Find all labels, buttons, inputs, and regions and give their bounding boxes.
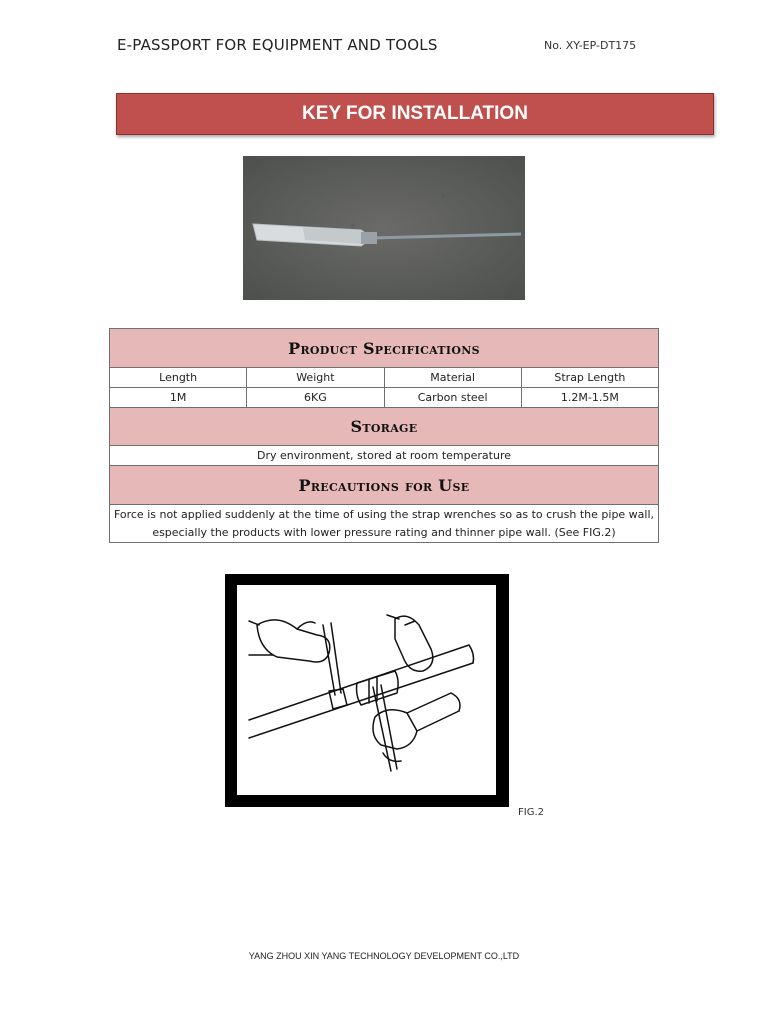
product-title: KEY FOR INSTALLATION [302, 103, 528, 124]
product-photo [243, 156, 525, 300]
value-length: 1M [110, 388, 247, 408]
document-title: E-PASSPORT FOR EQUIPMENT AND TOOLS [117, 36, 438, 54]
figure-caption: FIG.2 [518, 807, 544, 818]
key-tool-image [243, 156, 525, 300]
storage-heading: Storage [110, 408, 659, 446]
specifications-table [109, 328, 659, 543]
column-header-weight: Weight [247, 368, 384, 388]
product-specifications-heading: Product Specifications [110, 329, 659, 368]
figure-2-frame [225, 574, 509, 807]
precautions-line-1: Force is not applied suddenly at the time of using the strap wrenches so as to crush the pipe wall, [113, 507, 655, 521]
figure-2-illustration [237, 585, 496, 795]
column-header-length: Length [110, 368, 247, 388]
column-header-material: Material [384, 368, 521, 388]
product-title-banner [116, 93, 714, 135]
value-strap-length: 1.2M-1.5M [521, 388, 658, 408]
precautions-text [110, 505, 659, 543]
document-number: No. XY-EP-DT175 [544, 39, 637, 52]
value-weight: 6KG [247, 388, 384, 408]
company-footer: YANG ZHOU XIN YANG TECHNOLOGY DEVELOPMENT CO.,LTD [248, 951, 520, 961]
column-header-strap-length: Strap Length [521, 368, 658, 388]
value-material: Carbon steel [384, 388, 521, 408]
strap-wrench-drawing [237, 585, 496, 795]
storage-text: Dry environment, stored at room temperature [110, 446, 659, 466]
precautions-heading: Precautions for Use [110, 466, 659, 505]
precautions-line-2: especially the products with lower pressure rating and thinner pipe wall. (See FIG.2) [152, 525, 616, 539]
